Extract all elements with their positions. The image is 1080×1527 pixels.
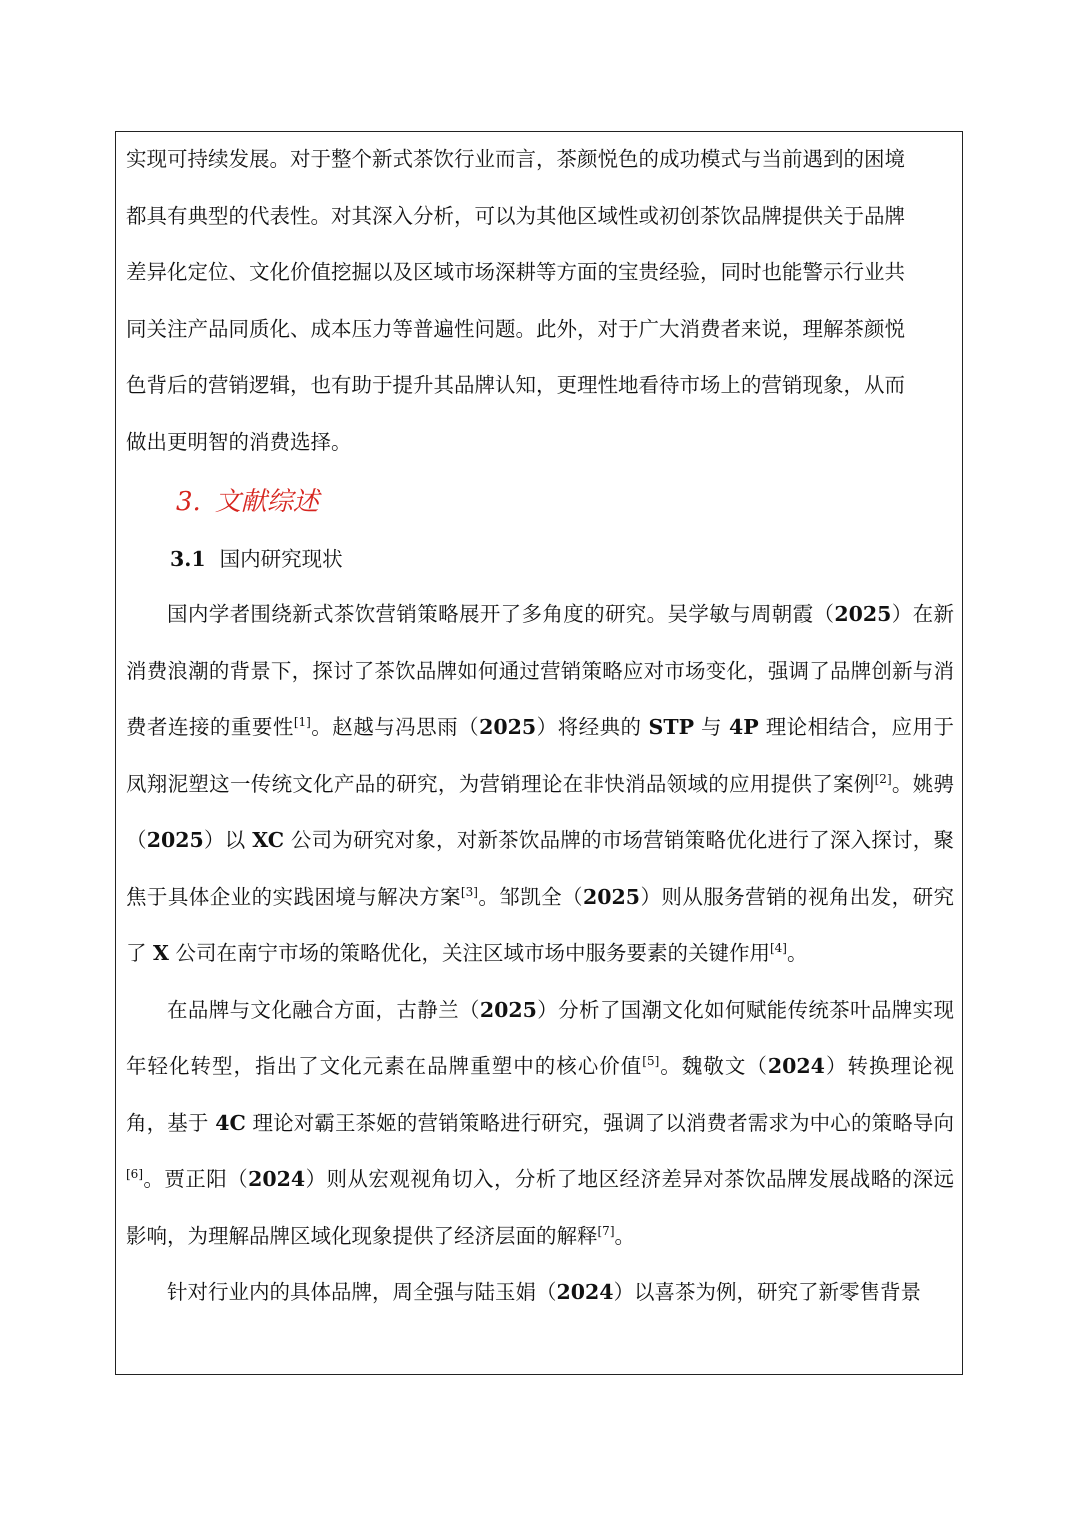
citation-4: [4] (769, 941, 787, 955)
citation-5: [5] (642, 1054, 660, 1068)
section-heading-3: 3. 文献综述 (176, 487, 319, 517)
paragraph-specific-brands: 针对行业内的具体品牌，周全强与陆玉娟（2024）以喜茶为例，研究了新零售背景 (167, 1280, 922, 1304)
paragraph-domestic-research: 国内学者围绕新式茶饮营销策略展开了多角度的研究。吴学敏与周朝霞（2025）在新消费浪潮的背景下，探讨了茶饮品牌如何通过营销策略应对市场变化，强调了品牌创新与消费者连接的重要性[1]。赵越与冯思雨（2025）将经典的 STP 与 4P 理论相结合，应用于凤翔泥塑这一传统文化产品的研究，为营销理论在非快消品领域的应用提供了案例[2]。姚骋（2025）以 XC 公司为研究对象，对新茶饮品牌的市场营销策略优化进行了深入探讨，聚焦于具体企业的实践困境与解决方案[3]。邹凯全（2025）则从服务营销的视角出发，研究了 X 公司在南宁市场的策略优化，关注区域市场中服务要素的关键作用[4]。 (126, 602, 955, 965)
document-body (126, 131, 954, 1321)
intro-paragraph: 实现可持续发展。对于整个新式茶饮行业而言，茶颜悦色的成功模式与当前遇到的困境 都具有典型的代表性。对其深入分析，可以为其他区域性或初创茶饮品牌提供关于品牌 差异化定位、文化价值挖掘以及区域市场深耕等方面的宝贵经验，同时也能警示行业共 同关注产品同质化、成本压力等普遍性问题。此外，对于广大消费者来说，理解茶颜悦 色背后的营销逻辑，也有助于提升其品牌认知，更理性地看待市场上的营销现象，从而 做出更明智的消费选择。 (126, 147, 905, 454)
citation-2: [2] (874, 771, 892, 786)
citation-7: [7] (597, 1223, 615, 1238)
citation-6: [6] (126, 1167, 143, 1181)
citation-3: [3] (460, 884, 478, 899)
section-heading-3-1: 3.1 国内研究现状 (170, 547, 343, 571)
paragraph-brand-culture: 在品牌与文化融合方面，古静兰（2025）分析了国潮文化如何赋能传统茶叶品牌实现年轻化转型，指出了文化元素在品牌重塑中的核心价值[5]。魏敬文（2024）转换理论视角，基于 4C 理论对霸王茶姬的营销策略进行研究，强调了以消费者需求为中心的策略导向[6]。贾正阳（2024）则从宏观视角切入，分析了地区经济差异对茶饮品牌发展战略的深远影响，为理解品牌区域化现象提供了经济层面的解释[7]。 (126, 997, 955, 1248)
citation-1: [1] (293, 715, 311, 729)
